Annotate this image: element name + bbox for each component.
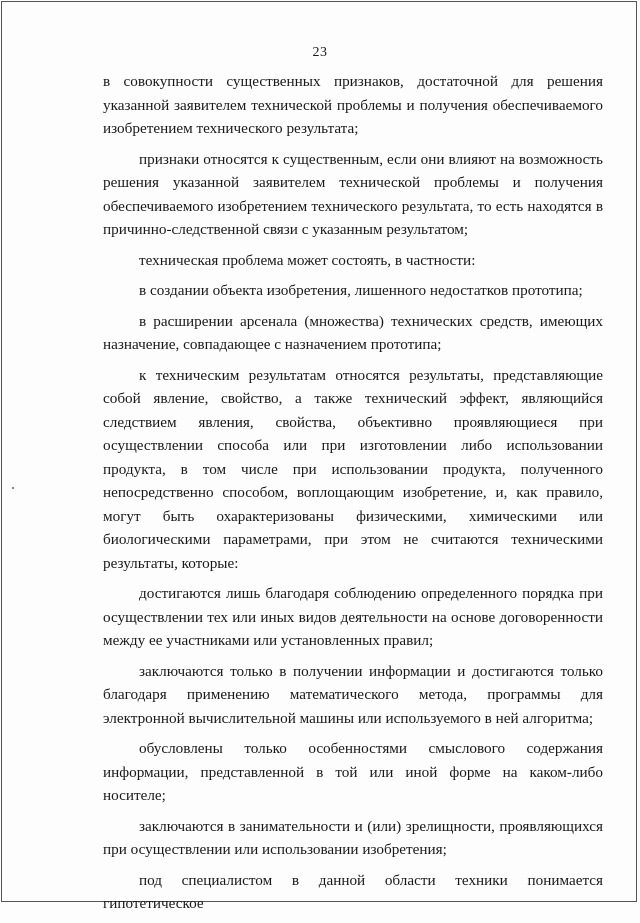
- paragraph-problem-creation: в создании объекта изобретения, лишенного недостатков прототипа;: [139, 282, 583, 299]
- paragraph-essential-features: признаки относятся к существенным, если они влияют на возможность решения указанной заявителем технической проблемы и получения обеспечиваемого изобретением технического результата, то есть находятся в причинно-следственной связи с указанным результатом;: [103, 150, 603, 238]
- paragraph-result-information: заключаются только в получении информации и достигаются только благодаря применению математического метода, программы для электронной вычислительной машины или используемого в ней алгоритма;: [103, 662, 603, 727]
- paragraph-technical-results: к техническим результатам относятся результаты, представляющие собой явление, свойство, а также технический эффект, являющийся следствием явления, свойства, объективно проявляющиеся при осуществлении способа или при изготовлении либо использовании продукта, в том числе при использовании продукта, полученного непосредственно способом, воплощающим изобретение, и, как правило, могут быть охарактеризованы физическими, химическими или биологическими параметрами, при этом не считаются техническими результаты, которые:: [103, 366, 603, 572]
- scan-speck: [12, 487, 14, 489]
- paragraph-result-content: обусловлены только особенностями смыслового содержания информации, представленной в той или иной форме на каком-либо носителе;: [103, 740, 603, 804]
- document-body: [103, 70, 603, 923]
- paragraph-technical-problem: техническая проблема может состоять, в частности:: [139, 251, 476, 269]
- paragraph-continuation: в совокупности существенных признаков, достаточной для решения указанной заявителем технической проблемы и получения обеспечиваемого изобретением технического результата;: [103, 73, 603, 137]
- paragraph-problem-expansion: в расширении арсенала (множества) технических средств, имеющих назначение, совпадающее с назначением прототипа;: [103, 312, 603, 353]
- paragraph-specialist: под специалистом в данной области техники понимается гипотетическое: [103, 871, 603, 912]
- paragraph-result-entertainment: заключаются в занимательности и (или) зрелищности, проявляющихся при осуществлении или использовании изобретения;: [103, 817, 603, 858]
- paragraph-result-order: достигаются лишь благодаря соблюдению определенного порядка при осуществлении тех или иных видов деятельности на основе договоренности между ее участниками или установленных правил;: [103, 585, 603, 649]
- page-number: 23: [312, 45, 328, 60]
